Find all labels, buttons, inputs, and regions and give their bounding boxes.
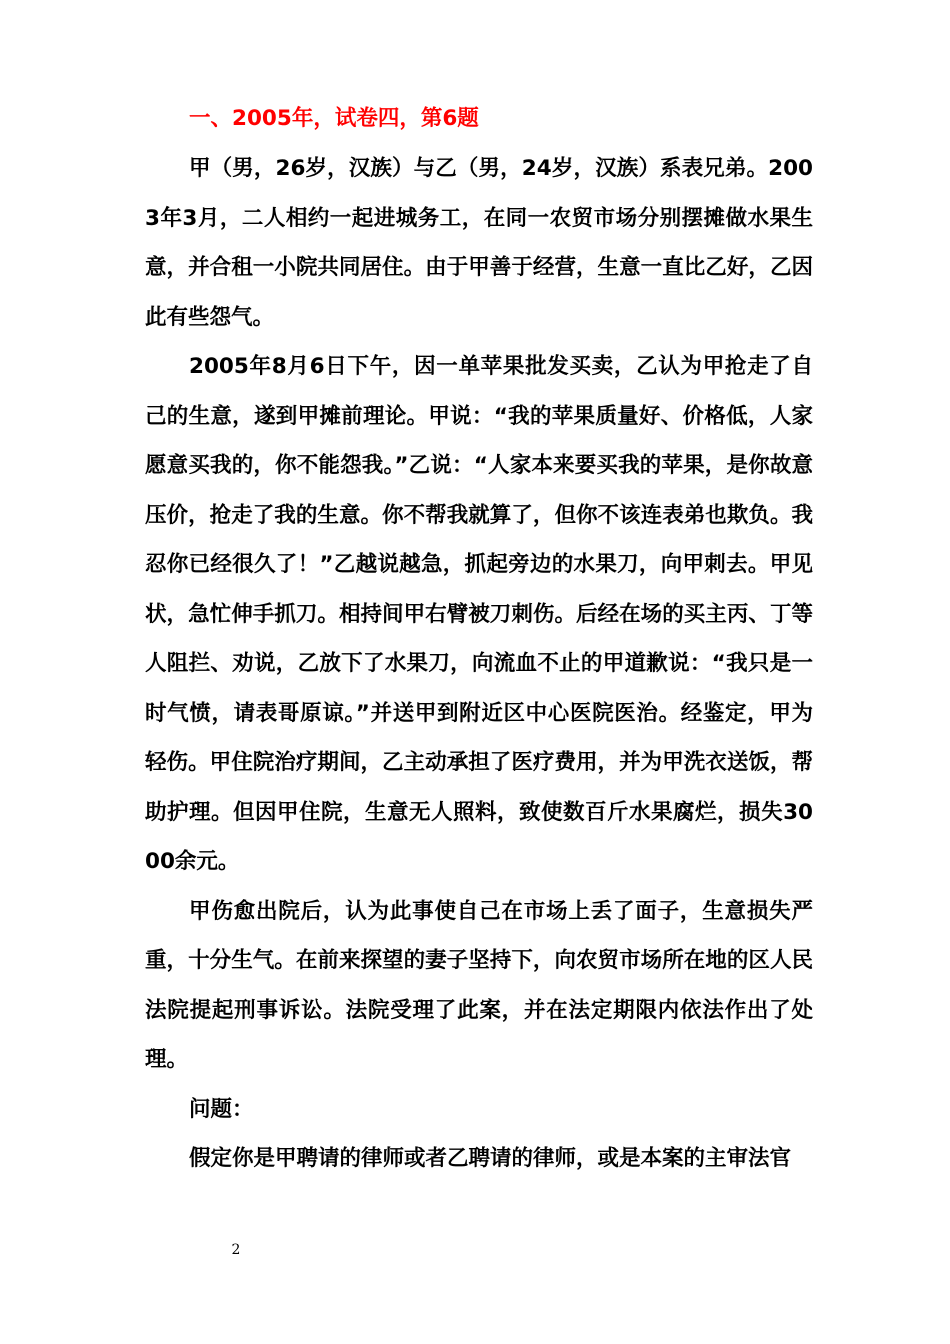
page-number: 2 <box>231 1242 241 1258</box>
section-heading: 一、2005年，试卷四，第6题 <box>189 106 479 131</box>
document-body <box>145 94 813 1184</box>
paragraph-background: 甲（男，26岁，汉族）与乙（男，24岁，汉族）系表兄弟。2003年3月，二人相约一起进城务工，在同一农贸市场分别摆摊做水果生意，并合租一小院共同居住。由于甲善于经营，生意一直比乙好，乙因此有些怨气。 <box>145 156 813 330</box>
question-text: 假定你是甲聘请的律师或者乙聘请的律师，或是本案的主审法官 <box>189 1146 792 1171</box>
paragraph-incident: 2005年8月6日下午，因一单苹果批发买卖，乙认为甲抢走了自己的生意，遂到甲摊前理论。甲说：“我的苹果质量好、价格低，人家愿意买我的，你不能怨我。”乙说：“人家本来要买我的苹果，是你故意压价，抢走了我的生意。你不帮我就算了，但你不该连表弟也欺负。我忍你已经很久了！”乙越说越急，抓起旁边的水果刀，向甲刺去。甲见状，急忙伸手抓刀。相持间甲右臂被刀刺伤。后经在场的买主丙、丁等人阻拦、劝说，乙放下了水果刀，向流血不止的甲道歉说：“我只是一时气愤，请表哥原谅。”并送甲到附近区中心医院医治。经鉴定，甲为轻伤。甲住院治疗期间，乙主动承担了医疗费用，并为甲洗衣送饭，帮助护理。但因甲住院，生意无人照料，致使数百斤水果腐烂，损失3000余元。 <box>145 354 813 874</box>
paragraph-lawsuit: 甲伤愈出院后，认为此事使自己在市场上丢了面子，生意损失严重，十分生气。在前来探望的妻子坚持下，向农贸市场所在地的区人民法院提起刑事诉讼。法院受理了此案，并在法定期限内依法作出了处理。 <box>145 898 813 1072</box>
question-label: 问题： <box>189 1096 254 1122</box>
